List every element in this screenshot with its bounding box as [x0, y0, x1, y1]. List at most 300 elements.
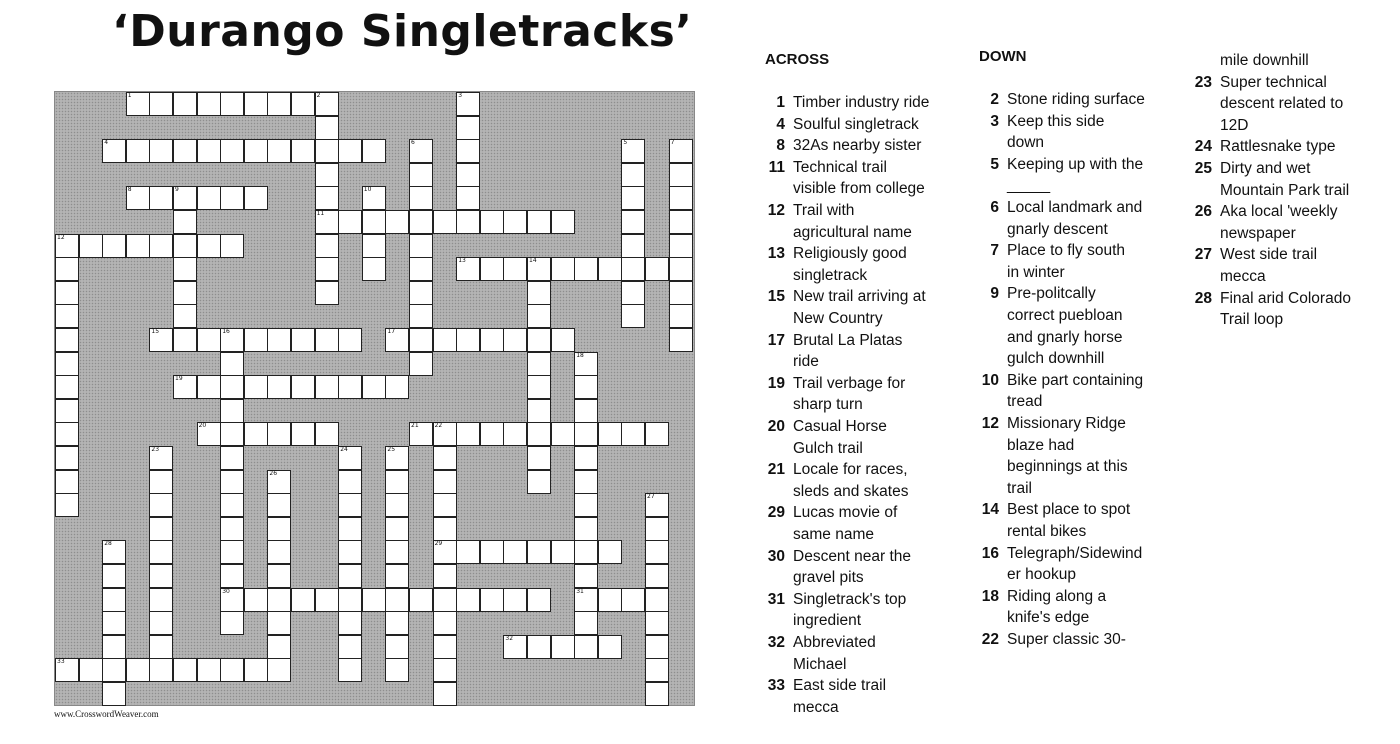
grid-cell[interactable] [574, 493, 598, 517]
grid-cell[interactable] [645, 635, 669, 659]
grid-cell[interactable] [220, 446, 244, 470]
grid-cell[interactable] [338, 328, 362, 352]
grid-cell[interactable] [480, 210, 504, 234]
grid-cell[interactable] [645, 611, 669, 635]
clue-text: Technical trail [793, 158, 887, 176]
grid-cell[interactable] [315, 92, 339, 116]
grid-cell[interactable] [503, 422, 527, 446]
grid-cell[interactable] [197, 139, 221, 163]
grid-cell[interactable] [621, 234, 645, 258]
grid-cell[interactable] [385, 635, 409, 659]
grid-cell[interactable] [173, 328, 197, 352]
grid-cell[interactable] [149, 517, 173, 541]
grid-cell[interactable] [551, 540, 575, 564]
grid-cell[interactable] [338, 588, 362, 612]
grid-cell[interactable] [315, 186, 339, 210]
grid-cell[interactable] [102, 682, 126, 706]
clue-number: 11 [768, 158, 785, 176]
grid-cell[interactable] [55, 257, 79, 281]
grid-cell[interactable] [220, 186, 244, 210]
grid-cell[interactable] [267, 139, 291, 163]
grid-cell[interactable] [55, 493, 79, 517]
grid-cell[interactable] [456, 257, 480, 281]
grid-cell[interactable] [598, 588, 622, 612]
grid-cell[interactable] [55, 328, 79, 352]
grid-cell[interactable] [551, 210, 575, 234]
grid-cell[interactable] [267, 493, 291, 517]
grid-cell[interactable] [220, 422, 244, 446]
grid-cell[interactable] [669, 186, 693, 210]
grid-cell[interactable] [527, 470, 551, 494]
grid-cell[interactable] [79, 234, 103, 258]
grid-cell[interactable] [409, 139, 433, 163]
grid-cell[interactable] [220, 564, 244, 588]
grid-cell[interactable] [574, 540, 598, 564]
grid-cell[interactable] [574, 375, 598, 399]
grid-cell[interactable] [244, 92, 268, 116]
grid-cell[interactable] [102, 234, 126, 258]
grid-cell[interactable] [338, 493, 362, 517]
grid-cell[interactable] [338, 611, 362, 635]
grid-cell[interactable] [244, 422, 268, 446]
grid-cell[interactable] [315, 139, 339, 163]
grid-cell[interactable] [574, 422, 598, 446]
grid-cell[interactable] [574, 257, 598, 281]
grid-cell[interactable] [574, 564, 598, 588]
grid-cell[interactable] [480, 328, 504, 352]
grid-cell[interactable] [55, 304, 79, 328]
grid-cell[interactable] [645, 658, 669, 682]
grid-cell[interactable] [362, 257, 386, 281]
grid-cell[interactable] [173, 186, 197, 210]
grid-cell[interactable] [102, 139, 126, 163]
grid-cell[interactable] [385, 564, 409, 588]
grid-cell[interactable] [102, 564, 126, 588]
grid-cell[interactable] [149, 540, 173, 564]
grid-cell[interactable] [267, 92, 291, 116]
grid-cell[interactable] [149, 470, 173, 494]
clue-item [765, 157, 965, 200]
grid-cell[interactable] [385, 375, 409, 399]
clue-item [979, 154, 1179, 197]
grid-cell[interactable] [220, 588, 244, 612]
grid-cell[interactable] [338, 658, 362, 682]
grid-cell[interactable] [551, 257, 575, 281]
grid-cell[interactable] [55, 352, 79, 376]
grid-cell[interactable] [456, 92, 480, 116]
grid-cell[interactable] [338, 470, 362, 494]
grid-cell[interactable] [149, 493, 173, 517]
grid-cell[interactable] [315, 281, 339, 305]
grid-cell[interactable] [409, 304, 433, 328]
grid-cell[interactable] [669, 281, 693, 305]
grid-cell[interactable] [409, 352, 433, 376]
grid-cell[interactable] [669, 304, 693, 328]
grid-cell[interactable] [149, 588, 173, 612]
grid-cell[interactable] [409, 186, 433, 210]
grid-cell[interactable] [527, 635, 551, 659]
grid-cell[interactable] [220, 328, 244, 352]
grid-cell[interactable] [527, 210, 551, 234]
grid-cell[interactable] [598, 257, 622, 281]
grid-cell[interactable] [149, 328, 173, 352]
grid-cell[interactable] [173, 375, 197, 399]
grid-cell[interactable] [149, 658, 173, 682]
grid-cell[interactable] [267, 375, 291, 399]
grid-cell[interactable] [220, 658, 244, 682]
grid-cell[interactable] [621, 588, 645, 612]
grid-cell[interactable] [149, 92, 173, 116]
grid-cell[interactable] [433, 540, 457, 564]
grid-cell[interactable] [220, 399, 244, 423]
grid-cell[interactable] [55, 658, 79, 682]
grid-cell[interactable] [409, 588, 433, 612]
grid-cell[interactable] [149, 635, 173, 659]
grid-cell[interactable] [456, 163, 480, 187]
grid-cell[interactable] [456, 116, 480, 140]
grid-cell[interactable] [55, 281, 79, 305]
grid-cell[interactable] [503, 635, 527, 659]
grid-cell[interactable] [102, 658, 126, 682]
grid-cell[interactable] [480, 540, 504, 564]
grid-cell[interactable] [645, 517, 669, 541]
grid-cell[interactable] [621, 139, 645, 163]
grid-cell[interactable] [315, 375, 339, 399]
grid-cell[interactable] [456, 139, 480, 163]
grid-cell[interactable] [503, 210, 527, 234]
clue-item [979, 543, 1179, 586]
grid-cell[interactable] [362, 234, 386, 258]
grid-cell[interactable] [126, 186, 150, 210]
grid-cell[interactable] [645, 682, 669, 706]
grid-cell[interactable] [433, 210, 457, 234]
grid-cell[interactable] [220, 352, 244, 376]
grid-cell[interactable] [55, 375, 79, 399]
grid-cell[interactable] [173, 281, 197, 305]
grid-cell[interactable] [79, 658, 103, 682]
grid-cell[interactable] [267, 470, 291, 494]
grid-cell[interactable] [385, 540, 409, 564]
grid-cell[interactable] [291, 328, 315, 352]
clue-text: Keeping up with the [1007, 155, 1144, 173]
grid-cell[interactable] [244, 186, 268, 210]
grid-cell[interactable] [409, 234, 433, 258]
grid-cell[interactable] [315, 210, 339, 234]
grid-cell[interactable] [409, 328, 433, 352]
grid-cell[interactable] [291, 139, 315, 163]
grid-cell[interactable] [149, 564, 173, 588]
grid-cell[interactable] [503, 588, 527, 612]
grid-cell[interactable] [527, 540, 551, 564]
grid-cell[interactable] [433, 564, 457, 588]
grid-cell[interactable] [409, 257, 433, 281]
grid-cell[interactable] [503, 257, 527, 281]
grid-cell[interactable] [220, 234, 244, 258]
grid-cell[interactable] [267, 658, 291, 682]
grid-cell[interactable] [574, 470, 598, 494]
clue-number: 25 [1194, 160, 1212, 177]
grid-cell[interactable] [598, 540, 622, 564]
grid-cell[interactable] [338, 540, 362, 564]
clue-text: Abbreviated [793, 634, 876, 651]
grid-cell[interactable] [574, 517, 598, 541]
grid-cell[interactable] [267, 635, 291, 659]
grid-cell[interactable] [527, 304, 551, 328]
grid-cell[interactable] [480, 257, 504, 281]
grid-cell[interactable] [433, 611, 457, 635]
grid-cell[interactable] [503, 540, 527, 564]
grid-cell[interactable] [456, 422, 480, 446]
grid-cell[interactable] [220, 611, 244, 635]
clue-item [1192, 158, 1392, 201]
grid-cell[interactable] [126, 234, 150, 258]
grid-cell[interactable] [362, 139, 386, 163]
grid-cell[interactable] [527, 352, 551, 376]
clue-text: Super technical [1220, 73, 1327, 91]
clue-item [765, 502, 965, 545]
grid-cell[interactable] [362, 210, 386, 234]
grid-cell[interactable] [645, 540, 669, 564]
grid-cell[interactable] [173, 304, 197, 328]
grid-cell[interactable] [527, 588, 551, 612]
grid-cell[interactable] [527, 281, 551, 305]
grid-cell[interactable] [338, 635, 362, 659]
grid-cell[interactable] [409, 163, 433, 187]
grid-cell[interactable] [149, 446, 173, 470]
grid-cell[interactable] [338, 139, 362, 163]
grid-cell[interactable] [102, 588, 126, 612]
grid-cell[interactable] [126, 92, 150, 116]
grid-cell[interactable] [574, 635, 598, 659]
grid-cell[interactable] [220, 540, 244, 564]
grid-cell[interactable] [173, 92, 197, 116]
grid-cell[interactable] [244, 328, 268, 352]
grid-cell[interactable] [385, 588, 409, 612]
grid-cell[interactable] [456, 540, 480, 564]
grid-cell[interactable] [102, 611, 126, 635]
cell-number: 31 [576, 587, 584, 595]
grid-cell[interactable] [291, 92, 315, 116]
grid-cell[interactable] [315, 163, 339, 187]
grid-cell[interactable] [385, 446, 409, 470]
grid-cell[interactable] [621, 304, 645, 328]
grid-cell[interactable] [456, 328, 480, 352]
clue-number: 32 [767, 634, 785, 651]
grid-cell[interactable] [645, 257, 669, 281]
grid-cell[interactable] [669, 328, 693, 352]
grid-cell[interactable] [551, 422, 575, 446]
grid-cell[interactable] [197, 658, 221, 682]
grid-cell[interactable] [267, 540, 291, 564]
grid-cell[interactable] [291, 375, 315, 399]
clue-number: 23 [1194, 73, 1212, 91]
grid-cell[interactable] [503, 328, 527, 352]
grid-cell[interactable] [220, 470, 244, 494]
grid-cell[interactable] [551, 635, 575, 659]
grid-cell[interactable] [315, 328, 339, 352]
grid-cell[interactable] [433, 470, 457, 494]
grid-cell[interactable] [574, 446, 598, 470]
clue-text: mile downhill [1220, 52, 1309, 69]
grid-cell[interactable] [267, 517, 291, 541]
grid-cell[interactable] [527, 375, 551, 399]
grid-cell[interactable] [173, 210, 197, 234]
grid-cell[interactable] [338, 517, 362, 541]
clue-text: in winter [1007, 263, 1065, 281]
grid-cell[interactable] [244, 588, 268, 612]
grid-cell[interactable] [338, 564, 362, 588]
grid-cell[interactable] [433, 446, 457, 470]
grid-cell[interactable] [621, 210, 645, 234]
grid-cell[interactable] [173, 234, 197, 258]
grid-cell[interactable] [220, 139, 244, 163]
grid-cell[interactable] [433, 493, 457, 517]
grid-cell[interactable] [338, 210, 362, 234]
grid-cell[interactable] [645, 564, 669, 588]
grid-cell[interactable] [409, 210, 433, 234]
grid-cell[interactable] [315, 116, 339, 140]
grid-cell[interactable] [55, 399, 79, 423]
clue-text: New Country [793, 309, 883, 327]
grid-cell[interactable] [220, 375, 244, 399]
clue-text: Descent near the [793, 547, 912, 565]
cell-number: 21 [411, 422, 419, 430]
grid-cell[interactable] [480, 422, 504, 446]
grid-cell[interactable] [173, 257, 197, 281]
grid-cell[interactable] [456, 210, 480, 234]
grid-cell[interactable] [669, 163, 693, 187]
grid-cell[interactable] [433, 658, 457, 682]
grid-cell[interactable] [244, 375, 268, 399]
clue-text: Aka local 'weekly [1220, 203, 1338, 221]
grid-cell[interactable] [385, 493, 409, 517]
grid-cell[interactable] [527, 446, 551, 470]
grid-cell[interactable] [55, 470, 79, 494]
grid-cell[interactable] [220, 493, 244, 517]
grid-cell[interactable] [267, 588, 291, 612]
grid-cell[interactable] [598, 422, 622, 446]
grid-cell[interactable] [385, 611, 409, 635]
grid-cell[interactable] [551, 328, 575, 352]
grid-cell[interactable] [220, 517, 244, 541]
grid-cell[interactable] [527, 399, 551, 423]
grid-cell[interactable] [291, 588, 315, 612]
grid-cell[interactable] [362, 375, 386, 399]
grid-cell[interactable] [621, 422, 645, 446]
grid-cell[interactable] [669, 257, 693, 281]
grid-cell[interactable] [527, 422, 551, 446]
grid-cell[interactable] [126, 139, 150, 163]
grid-cell[interactable] [362, 186, 386, 210]
grid-cell[interactable] [220, 92, 244, 116]
grid-cell[interactable] [173, 658, 197, 682]
grid-cell[interactable] [409, 281, 433, 305]
clue-item [765, 135, 965, 157]
grid-cell[interactable] [338, 375, 362, 399]
grid-cell[interactable] [574, 611, 598, 635]
grid-cell[interactable] [385, 328, 409, 352]
grid-cell[interactable] [197, 234, 221, 258]
grid-cell[interactable] [291, 422, 315, 446]
grid-cell[interactable] [433, 422, 457, 446]
grid-cell[interactable] [338, 446, 362, 470]
grid-cell[interactable] [433, 635, 457, 659]
grid-cell[interactable] [267, 564, 291, 588]
grid-cell[interactable] [669, 234, 693, 258]
down-header: DOWN [979, 48, 1027, 65]
clue-text: _____ [1007, 177, 1051, 195]
cell-number: 6 [411, 139, 415, 147]
grid-cell[interactable] [669, 139, 693, 163]
grid-cell[interactable] [385, 470, 409, 494]
grid-cell[interactable] [621, 186, 645, 210]
grid-cell[interactable] [102, 540, 126, 564]
grid-cell[interactable] [456, 588, 480, 612]
grid-cell[interactable] [244, 658, 268, 682]
grid-cell[interactable] [267, 611, 291, 635]
grid-cell[interactable] [149, 234, 173, 258]
grid-cell[interactable] [598, 635, 622, 659]
grid-cell[interactable] [456, 186, 480, 210]
grid-cell[interactable] [55, 422, 79, 446]
grid-cell[interactable] [362, 588, 386, 612]
grid-cell[interactable] [385, 517, 409, 541]
grid-cell[interactable] [197, 375, 221, 399]
grid-cell[interactable] [433, 517, 457, 541]
grid-cell[interactable] [669, 210, 693, 234]
grid-cell[interactable] [574, 399, 598, 423]
grid-cell[interactable] [315, 257, 339, 281]
grid-cell[interactable] [126, 658, 150, 682]
grid-cell[interactable] [480, 588, 504, 612]
grid-cell[interactable] [197, 186, 221, 210]
clue-number: 6 [990, 199, 999, 216]
grid-cell[interactable] [244, 139, 268, 163]
grid-cell[interactable] [527, 257, 551, 281]
grid-cell[interactable] [433, 682, 457, 706]
grid-cell[interactable] [645, 588, 669, 612]
grid-cell[interactable] [385, 210, 409, 234]
grid-cell[interactable] [149, 186, 173, 210]
grid-cell[interactable] [645, 493, 669, 517]
grid-cell[interactable] [574, 588, 598, 612]
grid-cell[interactable] [315, 588, 339, 612]
grid-cell[interactable] [385, 658, 409, 682]
grid-cell[interactable] [197, 92, 221, 116]
grid-cell[interactable] [315, 234, 339, 258]
grid-cell[interactable] [55, 234, 79, 258]
grid-cell[interactable] [645, 422, 669, 446]
grid-cell[interactable] [197, 422, 221, 446]
grid-cell[interactable] [149, 611, 173, 635]
grid-cell[interactable] [433, 588, 457, 612]
grid-cell[interactable] [197, 328, 221, 352]
grid-cell[interactable] [315, 422, 339, 446]
grid-cell[interactable] [527, 328, 551, 352]
grid-cell[interactable] [267, 422, 291, 446]
grid-cell[interactable] [621, 281, 645, 305]
grid-cell[interactable] [621, 163, 645, 187]
grid-cell[interactable] [102, 635, 126, 659]
grid-cell[interactable] [173, 139, 197, 163]
grid-cell[interactable] [149, 139, 173, 163]
grid-cell[interactable] [433, 328, 457, 352]
grid-cell[interactable] [574, 352, 598, 376]
grid-cell[interactable] [621, 257, 645, 281]
grid-cell[interactable] [267, 328, 291, 352]
grid-cell[interactable] [55, 446, 79, 470]
grid-cell[interactable] [409, 422, 433, 446]
